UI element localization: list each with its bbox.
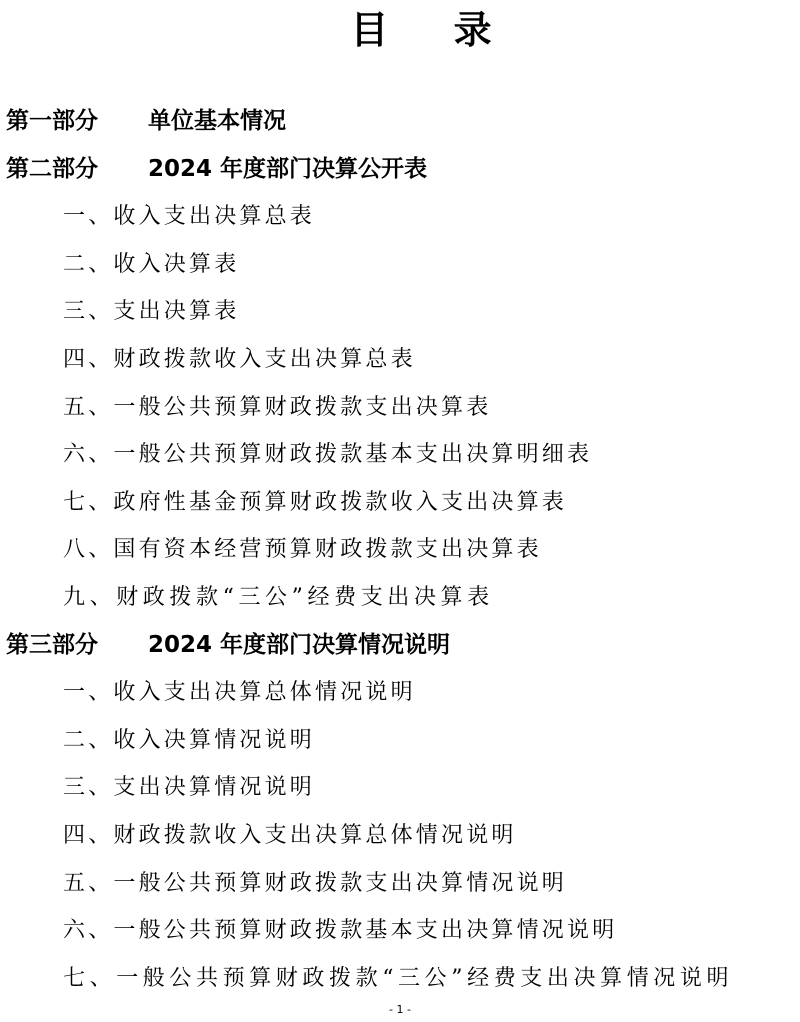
toc-item: 三、支出决算表 [63, 299, 240, 325]
toc-item: 八、国有资本经营预算财政拨款支出决算表 [63, 537, 542, 563]
part-label: 第三部分 [6, 631, 98, 658]
toc-item: 四、财政拨款收入支出决算总体情况说明 [63, 822, 517, 848]
toc-part-2 [0, 146, 800, 194]
toc-part-3 [0, 622, 800, 670]
part-title: 2024 年度部门决算情况说明 [148, 631, 451, 658]
toc-item: 六、一般公共预算财政拨款基本支出决算明细表 [63, 442, 593, 468]
toc-part-1 [0, 98, 800, 146]
toc-item: 一、收入支出决算总表 [63, 204, 316, 230]
page-title: 目 录 [350, 8, 518, 52]
toc-item: 七、政府性基金预算财政拨款收入支出决算表 [63, 489, 568, 515]
part-title: 单位基本情况 [148, 108, 286, 134]
toc-item: 五、一般公共预算财政拨款支出决算情况说明 [63, 870, 568, 896]
part-label: 第二部分 [6, 155, 98, 182]
toc-item: 七、一般公共预算财政拨款“三公”经费支出决算情况说明 [63, 965, 734, 991]
toc-item: 四、财政拨款收入支出决算总表 [63, 346, 416, 372]
toc-item: 五、一般公共预算财政拨款支出决算表 [63, 394, 492, 420]
part-label: 第一部分 [6, 108, 98, 134]
toc-item: 一、收入支出决算总体情况说明 [63, 680, 416, 706]
toc-item: 二、收入决算情况说明 [63, 727, 316, 753]
toc-item: 二、收入决算表 [63, 251, 240, 277]
toc-item: 三、支出决算情况说明 [63, 775, 316, 801]
toc-item: 六、一般公共预算财政拨款基本支出决算情况说明 [63, 918, 618, 944]
page-number: - 1 - [389, 1003, 411, 1016]
toc-item: 九、财政拨款“三公”经费支出决算表 [63, 584, 494, 610]
table-of-contents [0, 98, 800, 1002]
part-title: 2024 年度部门决算公开表 [148, 155, 428, 182]
